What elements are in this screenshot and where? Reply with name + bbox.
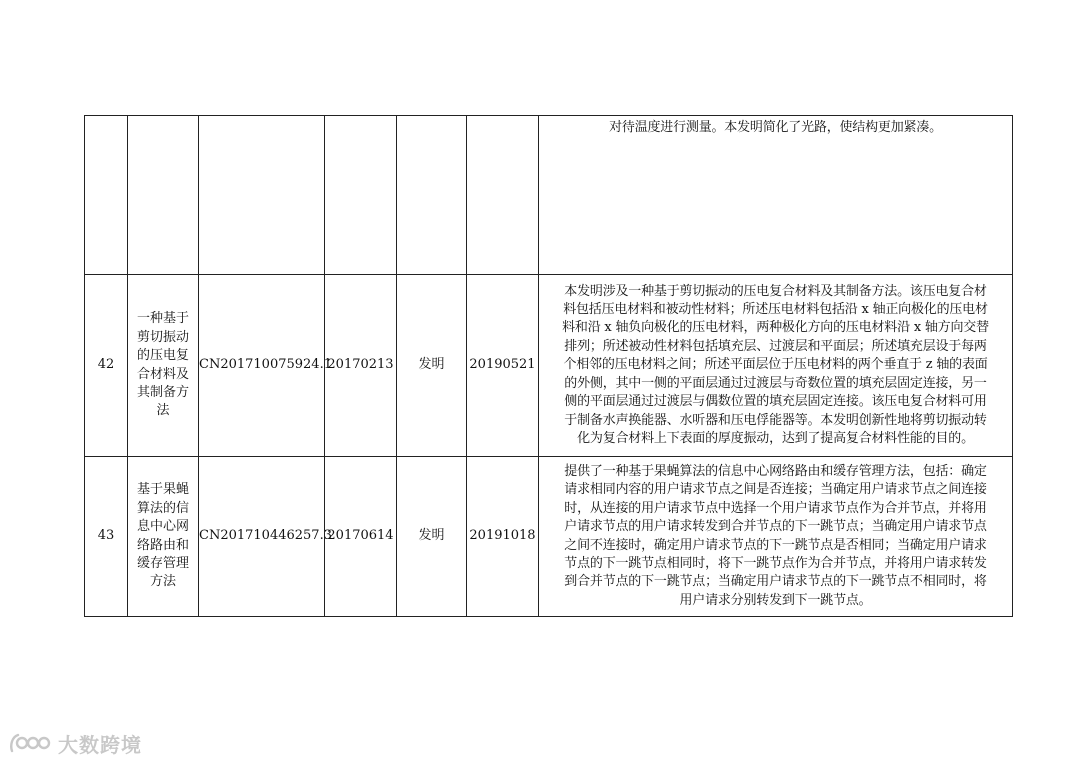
abstract-cell bbox=[539, 457, 1013, 617]
abstract-line: 侧的平面层通过过渡层与偶数位置的填充层固定连接。该压电复合材料可用 bbox=[564, 394, 987, 410]
title-cell bbox=[128, 457, 199, 617]
title-line: 算法的信 bbox=[136, 500, 189, 516]
title-line: 基于果蝇 bbox=[136, 482, 189, 498]
title-line: 其制备方 bbox=[136, 384, 189, 400]
patent-type-cell bbox=[397, 116, 467, 275]
abstract-line: 排列；所述被动性材料包括填充层、过渡层和平面层；所述填充层设于每两 bbox=[564, 338, 987, 354]
abstract-line: 用户请求分别转发到下一跳节点。 bbox=[679, 592, 872, 608]
abstract-cell bbox=[539, 275, 1013, 457]
abstract-line: 的外侧，其中一侧的平面层通过过渡层与奇数位置的填充层固定连接，另一 bbox=[564, 375, 987, 391]
title-cell bbox=[128, 275, 199, 457]
application-number-cell: CN201710446257.3 bbox=[199, 457, 325, 617]
publication-date-cell: 20190521 bbox=[467, 275, 539, 457]
abstract-line: 化为复合材料上下表面的厚度振动，达到了提高复合材料性能的目的。 bbox=[577, 430, 974, 446]
title-line: 络路由和 bbox=[136, 537, 189, 553]
application-number-cell: CN201710075924.1 bbox=[199, 275, 325, 457]
application-number-cell bbox=[199, 116, 325, 275]
title-line: 缓存管理 bbox=[136, 555, 189, 571]
title-line: 剪切振动 bbox=[136, 329, 189, 345]
patent-type-cell: 发明 bbox=[397, 457, 467, 617]
publication-date-cell: 20191018 bbox=[467, 457, 539, 617]
application-date-cell: 20170213 bbox=[325, 275, 397, 457]
title-line: 方法 bbox=[149, 574, 176, 590]
table-row bbox=[85, 116, 1013, 275]
abstract-line: 到合并节点的下一跳节点；当确定用户请求节点的下一跳节点不相同时，将 bbox=[564, 574, 987, 590]
title-line: 法 bbox=[156, 403, 170, 419]
index-cell: 43 bbox=[85, 457, 128, 617]
abstract-line: 户请求节点的用户请求转发到合并节点的下一跳节点；当确定用户请求节点 bbox=[564, 519, 987, 535]
abstract-line: 于制备水声换能器、水听器和压电俘能器等。本发明创新性地将剪切振动转 bbox=[564, 412, 987, 428]
abstract-line: 对待温度进行测量。本发明简化了光路，使结构更加紧凑。 bbox=[609, 120, 942, 135]
index-cell: 42 bbox=[85, 275, 128, 457]
patent-table bbox=[84, 115, 1013, 617]
abstract-line: 之间不连接时，确定用户请求节点的下一跳节点是否相同；当确定用户请求 bbox=[564, 537, 987, 553]
abstract-line: 料包括压电材料和被动性材料；所述压电材料包括沿 x 轴正向极化的压电材 bbox=[563, 302, 988, 318]
title-line: 的压电复 bbox=[136, 348, 189, 364]
table-row bbox=[85, 457, 1013, 617]
title-line: 合材料及 bbox=[136, 366, 189, 382]
watermark bbox=[8, 730, 142, 756]
abstract-line: 料和沿 x 轴负向极化的压电材料，两种极化方向的压电材料沿 x 轴方向交替 bbox=[562, 320, 989, 336]
title-line: 一种基于 bbox=[136, 311, 189, 327]
abstract-line: 请求相同内容的用户请求节点之间是否连接；当确定用户请求节点之间连接 bbox=[564, 482, 987, 498]
abstract-line: 提供了一种基于果蝇算法的信息中心网络路由和缓存管理方法，包括：确定 bbox=[564, 463, 987, 479]
patent-type-cell: 发明 bbox=[397, 275, 467, 457]
watermark-text: 大数跨境 bbox=[58, 732, 142, 757]
abstract-line: 本发明涉及一种基于剪切振动的压电复合材料及其制备方法。该压电复合材 bbox=[564, 283, 987, 299]
abstract-line: 个相邻的压电材料之间；所述平面层位于压电材料的两个垂直于 z 轴的表面 bbox=[563, 357, 988, 373]
application-date-cell: 20170614 bbox=[325, 457, 397, 617]
title-line: 息中心网 bbox=[136, 519, 189, 535]
index-cell bbox=[85, 116, 128, 275]
publication-date-cell bbox=[467, 116, 539, 275]
logo-icon bbox=[8, 731, 52, 755]
title-cell bbox=[128, 116, 199, 275]
abstract-line: 时，从连接的用户请求节点中选择一个用户请求节点作为合并节点，并将用 bbox=[564, 500, 987, 516]
abstract-cell bbox=[539, 116, 1013, 275]
abstract-line: 节点的下一跳节点相同时，将下一跳节点作为合并节点，并将用户请求转发 bbox=[564, 555, 987, 571]
table-row bbox=[85, 275, 1013, 457]
application-date-cell bbox=[325, 116, 397, 275]
